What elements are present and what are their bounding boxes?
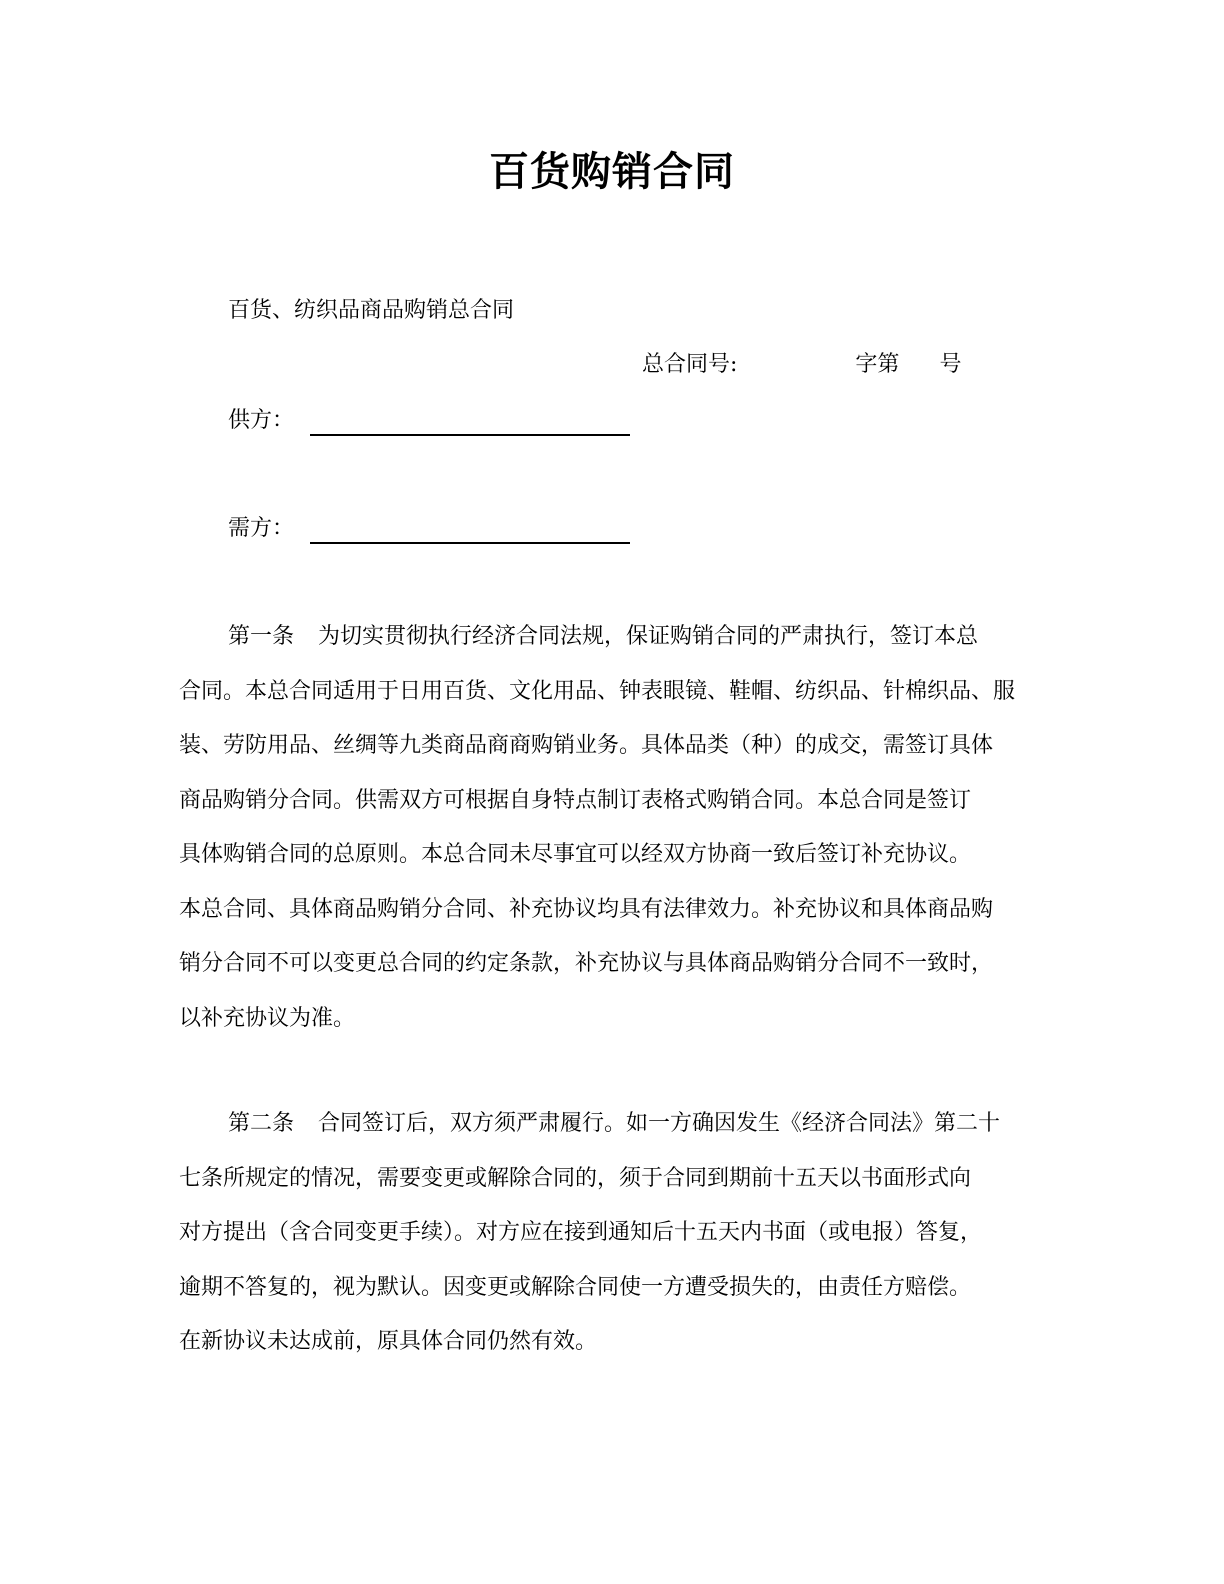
article-1-line: 装、劳防用品、丝绸等九类商品商商购销业务。具体品类（种）的成交，需签订具体: [179, 733, 994, 758]
article-2-line: 逾期不答复的，视为默认。因变更或解除合同使一方遭受损失的，由责任方赔偿。: [179, 1274, 972, 1300]
article-2-heading: 第二条: [228, 1111, 295, 1136]
article-1-heading: 第一条: [228, 624, 295, 649]
article-1-line: 商品购销分合同。供需双方可根据自身特点制订表格式购销合同。本总合同是签订: [179, 787, 972, 813]
contract-number-zi-di: 字第: [855, 352, 900, 377]
contract-number-label: 总合同号:: [642, 352, 738, 377]
article-1-line: 本总合同、具体商品购销分合同、补充协议均具有法律效力。补充协议和具体商品购: [179, 896, 994, 922]
document-title: 百货购销合同: [489, 149, 735, 195]
article-1-line: 具体购销合同的总原则。本总合同未尽事宜可以经双方协商一致后签订补充协议。: [179, 842, 972, 867]
contract-number-hao: 号: [939, 352, 962, 377]
supplier-label: 供方：: [228, 408, 295, 433]
article-1-line: 销分合同不可以变更总合同的约定条款，补充协议与具体商品购销分合同不一致时，: [179, 951, 994, 976]
supplier-row: [228, 406, 630, 436]
article-2-line: [179, 1097, 1051, 1152]
supplier-blank-line: [310, 410, 630, 436]
article-1-line: 以补充协议为准。: [179, 1005, 356, 1031]
article-2-line: 在新协议未达成前，原具体合同仍然有效。: [179, 1329, 598, 1354]
article-1-line: 合同。本总合同适用于日用百货、文化用品、钟表眼镜、鞋帽、纺织品、针棉织品、服: [179, 678, 1016, 704]
article-2-text: 合同签订后，双方须严肃履行。如一方确因发生《经济合同法》第二十: [318, 1111, 1001, 1136]
article-2-line: 七条所规定的情况，需要变更或解除合同的，须于合同到期前十五天以书面形式向: [179, 1165, 972, 1191]
article-1-paragraph: [179, 610, 1051, 1046]
buyer-row: [228, 514, 630, 544]
buyer-blank-line: [310, 518, 630, 544]
article-2-paragraph: [179, 1097, 1051, 1370]
document-subtitle: 百货、纺织品商品购销总合同: [228, 298, 515, 323]
contract-number-row: [642, 350, 961, 380]
buyer-label: 需方：: [228, 516, 295, 541]
article-2-line: 对方提出（含合同变更手续）。对方应在接到通知后十五天内书面（或电报）答复，: [179, 1220, 983, 1245]
article-1-text: 为切实贯彻执行经济合同法规，保证购销合同的严肃执行，签订本总: [318, 624, 979, 649]
article-1-line: [179, 610, 1051, 665]
